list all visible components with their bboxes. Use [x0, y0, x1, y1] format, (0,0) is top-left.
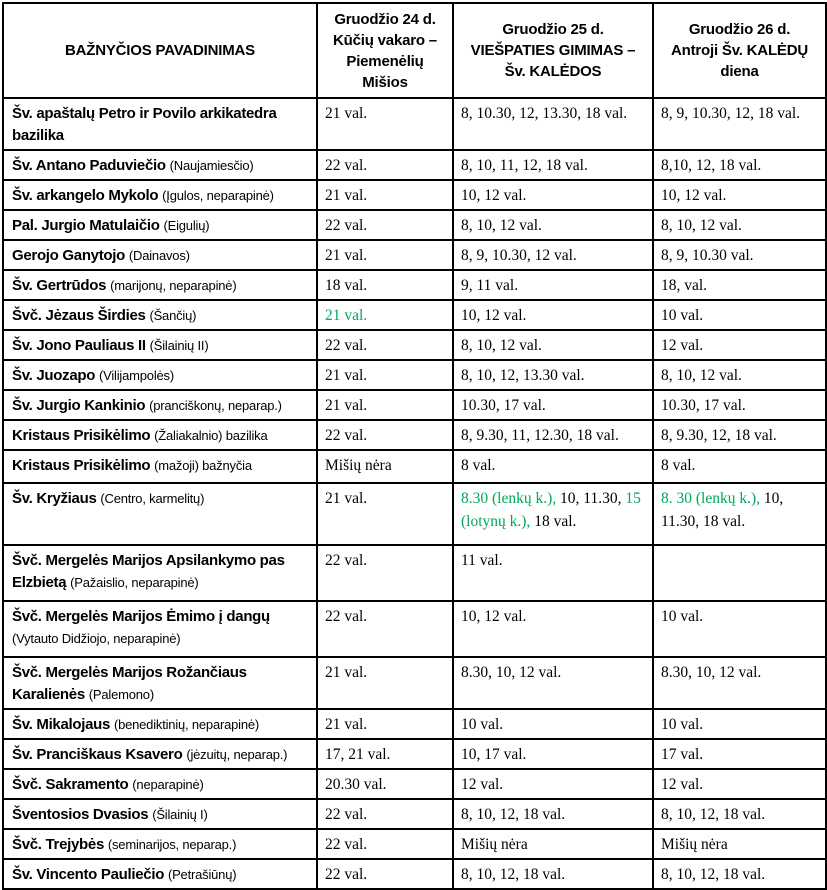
church-name-cell: [3, 150, 317, 180]
time-segment-highlighted: 8.30 (lenkų k.),: [461, 490, 557, 507]
dec26-times-cell: [653, 300, 826, 330]
church-name: Šv. Jono Pauliaus II: [12, 337, 146, 354]
dec26-times-cell: [653, 769, 826, 799]
time-segment: 22 val.: [325, 157, 368, 174]
church-name-cell: [3, 330, 317, 360]
church-name-cell: [3, 98, 317, 150]
church-note: (Dainavos): [128, 248, 190, 263]
church-name: Švč. Mergelės Marijos Apsilankymo pas Elzbietą: [12, 552, 285, 591]
dec25-times-cell: [453, 420, 653, 450]
church-note: (Pažaislio, neparapinė): [70, 575, 199, 590]
dec26-times-cell: [653, 390, 826, 420]
church-name: Šv. Kryžiaus: [12, 490, 97, 507]
church-name-cell: [3, 657, 317, 709]
time-segment: 21 val.: [325, 367, 368, 384]
dec26-times-cell: [653, 240, 826, 270]
table-row: [3, 270, 826, 300]
dec24-times-cell: [317, 270, 453, 300]
church-note: (benediktinių, neparapinė): [113, 717, 260, 732]
church-note: (Vytauto Didžiojo, neparapinė): [12, 631, 181, 646]
col-header-dec24-line: Mišios: [362, 73, 408, 91]
church-name: Šv. Gertrūdos: [12, 277, 107, 294]
church-note: (neparapinė): [132, 777, 204, 792]
table-header: [3, 3, 826, 98]
dec26-times-cell: [653, 483, 826, 545]
church-name: Šv. Juozapo: [12, 367, 96, 384]
church-name: Šv. Mikalojaus: [12, 716, 111, 733]
dec26-times-cell: [653, 859, 826, 889]
dec26-times-cell: [653, 739, 826, 769]
time-segment: 10 val.: [661, 608, 704, 625]
church-name: Kristaus Prisikėlimo: [12, 457, 151, 474]
dec24-times-cell: [317, 210, 453, 240]
time-segment: 8,10, 12, 18 val.: [661, 157, 762, 174]
dec26-times-cell: [653, 270, 826, 300]
time-segment: 8, 10.30, 12, 13.30, 18 val.: [461, 105, 628, 122]
col-header-dec25-line: Šv. KALĖDOS: [504, 63, 602, 80]
table-row: [3, 450, 826, 483]
church-note: (pranciškonų, neparap.): [149, 398, 282, 413]
table-row: [3, 420, 826, 450]
table-row: [3, 240, 826, 270]
time-segment: 22 val.: [325, 427, 368, 444]
time-segment: 21 val.: [325, 490, 368, 507]
time-segment: 8, 10, 12 val.: [461, 337, 542, 354]
time-segment: 10, 11.30, 18 val.: [661, 490, 784, 530]
time-segment: Mišių nėra: [325, 457, 392, 474]
dec25-times-cell: [453, 769, 653, 799]
church-name: Švč. Mergelės Marijos Rožančiaus Karalienės: [12, 664, 247, 703]
dec26-times-cell: [653, 150, 826, 180]
church-name: Švč. Mergelės Marijos Ėmimo į dangų: [12, 608, 270, 625]
time-segment: 8, 10, 12, 13.30 val.: [461, 367, 585, 384]
time-segment: 18 val.: [325, 277, 368, 294]
dec25-times-cell: [453, 739, 653, 769]
time-segment: 8, 10, 12, 18 val.: [461, 866, 566, 883]
time-segment: 22 val.: [325, 608, 368, 625]
mass-schedule-table: [2, 2, 827, 890]
dec26-times-cell: [653, 210, 826, 240]
time-segment: 21 val.: [325, 247, 368, 264]
church-name-cell: [3, 545, 317, 601]
dec26-times-cell: [653, 450, 826, 483]
table-row: [3, 150, 826, 180]
col-header-dec25: [453, 3, 653, 98]
col-header-dec24-line: Kūčių vakaro –: [333, 31, 437, 49]
time-segment: 8 val.: [661, 457, 696, 474]
church-name: Pal. Jurgio Matulaičio: [12, 217, 160, 234]
table-row: [3, 180, 826, 210]
dec25-times-cell: [453, 98, 653, 150]
time-segment: 21 val.: [325, 716, 368, 733]
church-name: Šv. Pranciškaus Ksavero: [12, 746, 183, 763]
table-row: [3, 769, 826, 799]
time-segment: 21 val.: [325, 397, 368, 414]
time-segment: 18, val.: [661, 277, 708, 294]
dec25-times-cell: [453, 657, 653, 709]
table-row: [3, 360, 826, 390]
dec24-times-cell: [317, 601, 453, 657]
col-header-dec25-line: VIEŠPATIES GIMIMAS –: [470, 42, 636, 59]
time-segment: 10, 12 val.: [461, 307, 527, 324]
church-note: (Šilainių II): [149, 338, 209, 353]
church-name-cell: [3, 709, 317, 739]
dec26-times-cell: [653, 829, 826, 859]
dec25-times-cell: [453, 270, 653, 300]
table-row: [3, 859, 826, 889]
dec24-times-cell: [317, 545, 453, 601]
dec25-times-cell: [453, 180, 653, 210]
church-note: (Įgulos, neparapinė): [162, 188, 274, 203]
col-header-dec26-line: diena: [720, 63, 759, 80]
dec25-times-cell: [453, 709, 653, 739]
col-header-dec25-line: Gruodžio 25 d.: [502, 21, 604, 38]
time-segment: 8, 10, 12 val.: [661, 367, 742, 384]
col-header-dec24: [317, 3, 453, 98]
church-note: (jėzuitų, neparap.): [186, 747, 288, 762]
table-row: [3, 390, 826, 420]
church-name-cell: [3, 270, 317, 300]
col-header-dec24-line: Gruodžio 24 d.: [334, 10, 436, 28]
time-segment: 18 val.: [530, 513, 577, 530]
church-note: (Žaliakalnio) bazilika: [154, 428, 268, 443]
time-segment: 21 val.: [325, 187, 368, 204]
dec25-times-cell: [453, 210, 653, 240]
church-name: Gerojo Ganytojo: [12, 247, 126, 264]
church-name-cell: [3, 829, 317, 859]
church-name-cell: [3, 210, 317, 240]
church-name: Šv. Antano Paduviečio: [12, 157, 166, 174]
church-name: Švč. Trejybės: [12, 836, 104, 853]
dec25-times-cell: [453, 799, 653, 829]
col-header-church-name: [3, 3, 317, 98]
dec24-times-cell: [317, 829, 453, 859]
dec26-times-cell: [653, 98, 826, 150]
time-segment: 8, 10, 12, 18 val.: [661, 866, 766, 883]
dec25-times-cell: [453, 829, 653, 859]
table-row: [3, 210, 826, 240]
church-name: Švč. Jėzaus Širdies: [12, 307, 146, 324]
time-segment: 17, 21 val.: [325, 746, 391, 763]
time-segment: 21 val.: [325, 105, 368, 122]
time-segment: 8, 9, 10.30, 12 val.: [461, 247, 577, 264]
col-header-dec26-line: Gruodžio 26 d.: [688, 21, 791, 38]
dec24-times-cell: [317, 420, 453, 450]
time-segment: 10, 12 val.: [461, 608, 527, 625]
dec24-times-cell: [317, 769, 453, 799]
dec25-times-cell: [453, 330, 653, 360]
time-segment-highlighted: 21 val.: [325, 307, 368, 324]
dec26-times-cell: [653, 180, 826, 210]
dec26-times-cell: [653, 657, 826, 709]
time-segment-highlighted: 15 (lotynų k.),: [461, 490, 641, 530]
dec25-times-cell: [453, 360, 653, 390]
church-name: Kristaus Prisikėlimo: [12, 427, 151, 444]
church-name-cell: [3, 180, 317, 210]
dec24-times-cell: [317, 657, 453, 709]
church-note: (Palemono): [88, 687, 154, 702]
church-name-cell: [3, 240, 317, 270]
table-row: [3, 545, 826, 601]
time-segment: 8.30, 10, 12 val.: [661, 664, 762, 681]
time-segment: 22 val.: [325, 866, 368, 883]
dec25-times-cell: [453, 545, 653, 601]
time-segment: 10, 11.30,: [556, 490, 626, 507]
church-name: Šv. apaštalų Petro ir Povilo arkikatedra bazilika: [12, 105, 277, 144]
church-name-cell: [3, 390, 317, 420]
church-note: (seminarijos, neparap.): [107, 837, 237, 852]
col-header-dec26: [653, 3, 826, 98]
dec25-times-cell: [453, 240, 653, 270]
time-segment: 8, 9, 10.30, 12, 18 val.: [661, 105, 801, 122]
time-segment: 10, 17 val.: [461, 746, 527, 763]
time-segment: 8, 10, 12, 18 val.: [461, 806, 566, 823]
table-row: [3, 300, 826, 330]
dec25-times-cell: [453, 450, 653, 483]
church-table-body: [3, 98, 826, 889]
dec24-times-cell: [317, 859, 453, 889]
time-segment: 8, 9, 10.30 val.: [661, 247, 754, 264]
church-note: (Šilainių I): [152, 807, 208, 822]
church-name: Švč. Sakramento: [12, 776, 129, 793]
time-segment: 17 val.: [661, 746, 704, 763]
dec26-times-cell: [653, 799, 826, 829]
dec24-times-cell: [317, 360, 453, 390]
dec25-times-cell: [453, 601, 653, 657]
time-segment: 22 val.: [325, 836, 368, 853]
time-segment: 8, 10, 12 val.: [461, 217, 542, 234]
dec24-times-cell: [317, 390, 453, 420]
dec25-times-cell: [453, 483, 653, 545]
church-name-cell: [3, 483, 317, 545]
time-segment: 21 val.: [325, 664, 368, 681]
table-row: [3, 601, 826, 657]
dec26-times-cell: [653, 360, 826, 390]
dec24-times-cell: [317, 240, 453, 270]
time-segment: 22 val.: [325, 806, 368, 823]
time-segment: 22 val.: [325, 337, 368, 354]
dec24-times-cell: [317, 483, 453, 545]
dec24-times-cell: [317, 150, 453, 180]
time-segment: 8, 9.30, 12, 18 val.: [661, 427, 777, 444]
dec26-times-cell: [653, 601, 826, 657]
church-note: (Centro, karmelitų): [100, 491, 205, 506]
church-name: Šventosios Dvasios: [12, 806, 149, 823]
col-header-church-name-line: BAŽNYČIOS PAVADINIMAS: [65, 42, 255, 59]
church-note: (Naujamiesčio): [169, 158, 254, 173]
dec25-times-cell: [453, 150, 653, 180]
time-segment: 10 val.: [461, 716, 504, 733]
table-row: [3, 330, 826, 360]
church-note: (Eigulių): [163, 218, 210, 233]
dec24-times-cell: [317, 739, 453, 769]
time-segment: 10 val.: [661, 716, 704, 733]
dec24-times-cell: [317, 799, 453, 829]
church-note: (Šančių): [149, 308, 197, 323]
church-name: Šv. Vincento Pauliečio: [12, 866, 165, 883]
time-segment: 10.30, 17 val.: [461, 397, 546, 414]
time-segment: 20.30 val.: [325, 776, 387, 793]
time-segment: 22 val.: [325, 217, 368, 234]
dec24-times-cell: [317, 180, 453, 210]
time-segment: 12 val.: [661, 337, 704, 354]
time-segment: 8.30, 10, 12 val.: [461, 664, 562, 681]
table-row: [3, 829, 826, 859]
col-header-dec24-line: Piemenėlių: [346, 52, 424, 70]
time-segment: Mišių nėra: [461, 836, 528, 853]
church-name-cell: [3, 769, 317, 799]
church-name-cell: [3, 300, 317, 330]
church-name-cell: [3, 450, 317, 483]
time-segment: 22 val.: [325, 552, 368, 569]
dec24-times-cell: [317, 330, 453, 360]
dec26-times-cell: [653, 330, 826, 360]
church-note: (Petrašiūnų): [167, 867, 237, 882]
church-note: (mažoji) bažnyčia: [154, 458, 252, 473]
dec26-times-cell: [653, 420, 826, 450]
dec26-times-cell: [653, 545, 826, 601]
time-segment: 10.30, 17 val.: [661, 397, 746, 414]
church-name-cell: [3, 420, 317, 450]
dec24-times-cell: [317, 450, 453, 483]
time-segment: 8, 10, 12, 18 val.: [661, 806, 766, 823]
table-row: [3, 657, 826, 709]
church-note: (marijonų, neparapinė): [110, 278, 237, 293]
dec26-times-cell: [653, 709, 826, 739]
table-row: [3, 709, 826, 739]
church-name: Šv. Jurgio Kankinio: [12, 397, 146, 414]
table-row: [3, 98, 826, 150]
table-row: [3, 799, 826, 829]
church-name-cell: [3, 739, 317, 769]
time-segment: 10 val.: [661, 307, 704, 324]
col-header-dec26-line: Antroji Šv. KALĖDŲ: [671, 42, 808, 59]
dec25-times-cell: [453, 859, 653, 889]
table-row: [3, 739, 826, 769]
church-name-cell: [3, 859, 317, 889]
church-name-cell: [3, 601, 317, 657]
dec24-times-cell: [317, 98, 453, 150]
dec25-times-cell: [453, 390, 653, 420]
time-segment: 10, 12 val.: [461, 187, 527, 204]
time-segment: 11 val.: [461, 552, 503, 569]
time-segment: 12 val.: [461, 776, 504, 793]
church-name: Šv. arkangelo Mykolo: [12, 187, 159, 204]
time-segment: 9, 11 val.: [461, 277, 519, 294]
time-segment: 8, 9.30, 11, 12.30, 18 val.: [461, 427, 619, 444]
dec24-times-cell: [317, 709, 453, 739]
time-segment: 8, 10, 11, 12, 18 val.: [461, 157, 588, 174]
dec24-times-cell: [317, 300, 453, 330]
time-segment-highlighted: 8. 30 (lenkų k.),: [661, 490, 761, 507]
church-name-cell: [3, 360, 317, 390]
header-row: [3, 3, 826, 98]
time-segment: 8 val.: [461, 457, 496, 474]
time-segment: 12 val.: [661, 776, 704, 793]
table-row: [3, 483, 826, 545]
dec25-times-cell: [453, 300, 653, 330]
time-segment: 10, 12 val.: [661, 187, 727, 204]
church-note: (Vilijampolės): [98, 368, 174, 383]
church-name-cell: [3, 799, 317, 829]
time-segment: 8, 10, 12 val.: [661, 217, 742, 234]
time-segment: Mišių nėra: [661, 836, 728, 853]
